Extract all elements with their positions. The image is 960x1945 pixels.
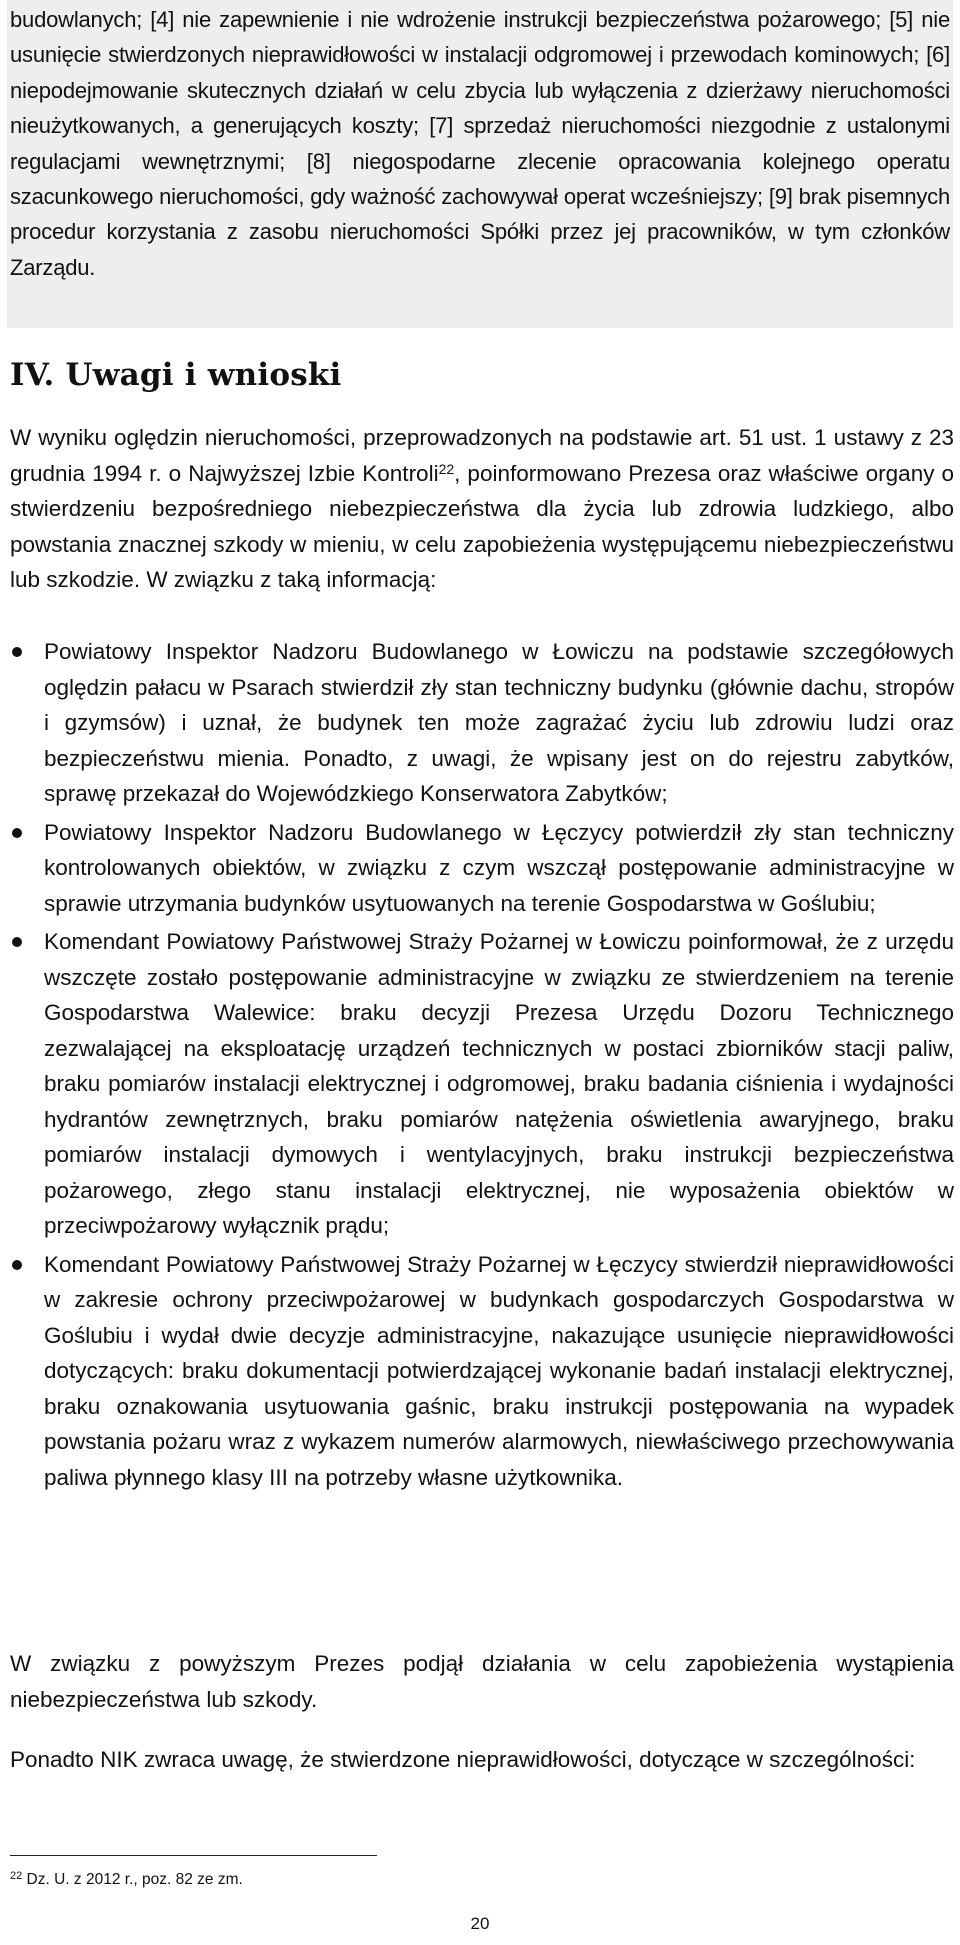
conclusion-section bbox=[10, 1646, 954, 1717]
bullet-icon bbox=[12, 1260, 22, 1270]
bullet-list bbox=[10, 634, 954, 1495]
bullet-text: Powiatowy Inspektor Nadzoru Budowlanego w Łowiczu na podstawie szczegółowych oględzin pałacu w Psarach stwierdził zły stan techniczny budynku (głównie dachu, stropów i gzymsów) i uznał, że budynek ten może zagrażać życiu lub zdrowiu ludzi oraz bezpieczeństwu mienia. Ponadto, z uwagi, że wpisany jest on do rejestru zabytków, sprawę przekazał do Wojewódzkiego Konserwatora Zabytków; bbox=[44, 639, 954, 806]
footnote bbox=[10, 1870, 243, 1890]
intro-paragraph bbox=[10, 420, 954, 598]
bullet-text: Komendant Powiatowy Państwowej Straży Pożarnej w Łęczycy stwierdził nieprawidłowości w zakresie ochrony przeciwpożarowej w budynkach gospodarczych Gospodarstwa w Goślubiu i wydał dwie decyzje administracyjne, nakazujące usunięcie nieprawidłowości dotyczących: braku dokumentacji potwierdzającej wykonanie badań instalacji elektrycznej, braku oznakowania usytuowania gaśnic, braku instrukcji postępowania na wypadek powstania pożaru wraz z wykazem numerów alarmowych, niewłaściwego przechowywania paliwa płynnego klasy III na potrzeby własne użytkownika. bbox=[44, 1251, 954, 1490]
bullet-text: Komendant Powiatowy Państwowej Straży Pożarnej w Łowiczu poinformował, że z urzędu wszczęte zostało postępowanie administracyjne w związku ze stwierdzeniem na terenie Gospodarstwa Walewice: braku decyzji Prezesa Urzędu Dozoru Technicznego zezwalającej na eksploatację urządzeń technicznych w postaci zbiorników stacji paliw, braku pomiarów instalacji elektrycznej i odgromowej, braku badania ciśnienia i wydajności hydrantów zewnętrznych, braku pomiarów natężenia oświetlenia awaryjnego, braku pomiarów instalacji dymowych i wentylacyjnych, braku instrukcji bezpieczeństwa pożarowego, złego stanu instalacji elektrycznej, nie wyposażenia obiektów w przeciwpożarowy wyłącznik prądu; bbox=[44, 929, 954, 1238]
intro-section bbox=[10, 420, 954, 598]
conclusion-paragraph: W związku z powyższym Prezes podjął działania w celu zapobieżenia wystąpienia niebezpieczeństwa lub szkody. bbox=[10, 1651, 954, 1712]
findings-highlight-box bbox=[7, 0, 953, 328]
intro-text-end: , poinformowano Prezesa oraz właściwe organy o stwierdzeniu bezpośredniego niebezpieczeństwa dla życia lub zdrowia ludzkiego, albo powstania znacznej szkody w mieniu, w celu zapobieżenia występującemu niebezpieczeństwu lub szkodzie. W związku z taką informacją: bbox=[10, 460, 954, 592]
bullet-icon bbox=[12, 937, 22, 947]
bullet-icon bbox=[12, 647, 22, 657]
bullet-text: Powiatowy Inspektor Nadzoru Budowlanego w Łęczycy potwierdził zły stan techniczny kontrolowanych obiektów, w związku z czym wszczął postępowanie administracyjne w sprawie utrzymania budynków usytuowanych na terenie Gospodarstwa w Goślubiu; bbox=[44, 819, 954, 916]
bullet-icon bbox=[12, 828, 22, 838]
list-item bbox=[10, 815, 954, 922]
bullet-section bbox=[10, 634, 954, 1498]
findings-paragraph: budowlanych; [4] nie zapewnienie i nie wdrożenie instrukcji bezpieczeństwa pożarowego; [5] nie usunięcie stwierdzonych nieprawidłowości w instalacji odgromowej i przewodach kominowych; [6] niepodejmowanie skutecznych działań w celu zbycia lub wyłączenia z dzierżawy nieruchomości nieużytkowanych, a generujących koszty; [7] sprzedaż nieruchomości niezgodnie z ustalonymi regulacjami wewnętrznymi; [8] niegospodarne zlecenie opracowania kolejnego operatu szacunkowego nieruchomości, gdy ważność zachowywał operat wcześniejszy; [9] brak pisemnych procedur korzystania z zasobu nieruchomości Spółki przez jej pracowników, w tym członków Zarządu. bbox=[10, 7, 950, 280]
list-item bbox=[10, 634, 954, 812]
section-heading: IV. Uwagi i wnioski bbox=[10, 357, 342, 393]
list-item bbox=[10, 924, 954, 1244]
footnote-divider bbox=[10, 1855, 377, 1856]
footnote-reference[interactable]: 22 bbox=[438, 460, 455, 477]
list-item bbox=[10, 1247, 954, 1496]
intro-text-start: W wyniku oględzin nieruchomości, przeprowadzonych na podstawie art. 51 ust. 1 ustawy z 23 grudnia 1994 r. o Najwyższej Izbie Kontroli bbox=[10, 425, 954, 486]
footnote-number: 22 bbox=[10, 1870, 23, 1882]
footnote-text: Dz. U. z 2012 r., poz. 82 ze zm. bbox=[22, 1871, 243, 1888]
remarks-paragraph: Ponadto NIK zwraca uwagę, że stwierdzone nieprawidłowości, dotyczące w szczególności: bbox=[10, 1747, 916, 1772]
page-number: 20 bbox=[470, 1914, 490, 1933]
remarks-section bbox=[10, 1742, 954, 1778]
